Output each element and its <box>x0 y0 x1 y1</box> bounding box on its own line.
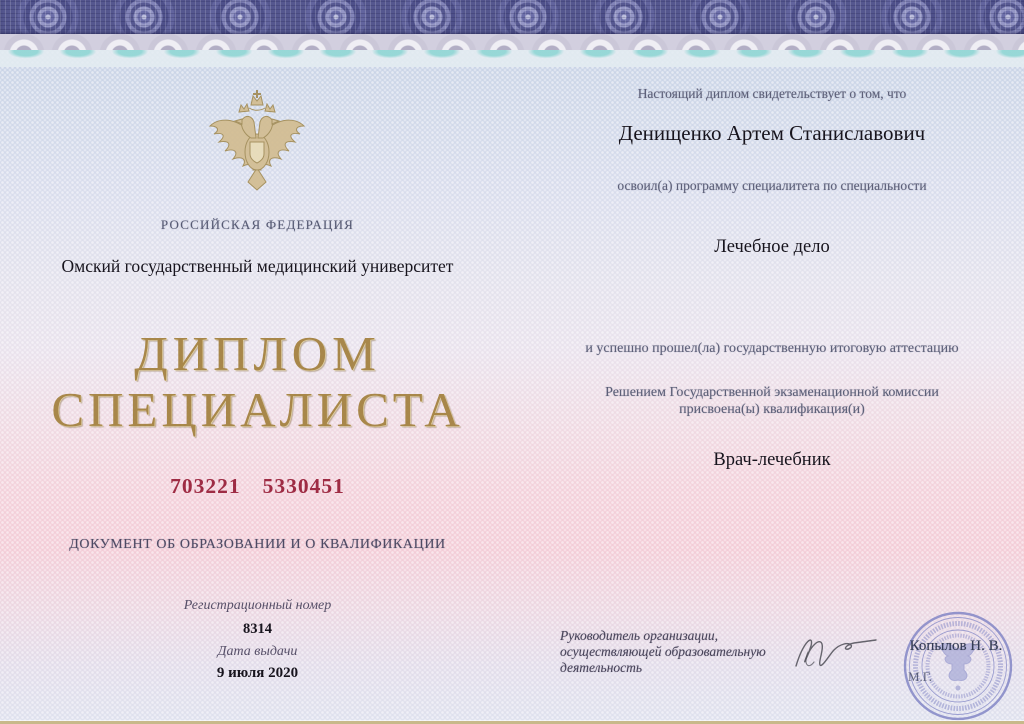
signatory-role-line3: деятельность <box>560 660 643 675</box>
university-name: Омский государственный медицинский университет <box>61 256 454 276</box>
holder-name: Денищенко Артем Станиславович <box>618 121 926 145</box>
russia-coat-of-arms-icon <box>202 90 312 196</box>
signatory-name: Копылов Н. В. <box>909 638 1003 654</box>
attestation-statement: и успешно прошел(ла) государственную итоговую аттестацию <box>585 341 959 356</box>
qualification-name: Врач-лечебник <box>713 450 831 470</box>
signatory-role-line2: осуществляющей образовательную <box>560 644 766 659</box>
signatory-role-line1: Руководитель организации, <box>560 628 719 643</box>
serial-numbers <box>0 474 515 499</box>
right-page <box>520 0 1024 724</box>
round-seal-icon <box>902 610 1014 722</box>
document-type-statement: ДОКУМЕНТ ОБ ОБРАЗОВАНИИ И О КВАЛИФИКАЦИИ <box>69 537 446 552</box>
issue-date-label: Дата выдачи <box>217 644 298 659</box>
diploma-title-line1: ДИПЛОМ <box>134 326 381 381</box>
diploma-title-line2: СПЕЦИАЛИСТА <box>51 382 464 437</box>
signature-icon <box>788 626 883 674</box>
commission-statement-line1: Решением Государственной экзаменационной комиссии <box>605 385 939 400</box>
signatory-role <box>560 628 810 676</box>
program-statement: освоил(а) программу специалитета по специальности <box>617 178 927 193</box>
registration-number-value: 8314 <box>243 621 272 637</box>
intro-statement: Настоящий диплом свидетельствует о том, что <box>637 86 907 101</box>
issue-date-value: 9 июля 2020 <box>216 665 299 681</box>
seal-placement-mark: М.Г. <box>908 669 933 684</box>
registration-number-label: Регистрационный номер <box>183 598 332 613</box>
commission-statement-line2: присвоена(ы) квалификация(и) <box>679 402 865 417</box>
serial-number: 5330451 <box>262 474 345 498</box>
serial-series: 703221 <box>170 474 241 498</box>
specialty-name: Лечебное дело <box>714 237 830 257</box>
country-label: РОССИЙСКАЯ ФЕДЕРАЦИЯ <box>160 217 355 232</box>
